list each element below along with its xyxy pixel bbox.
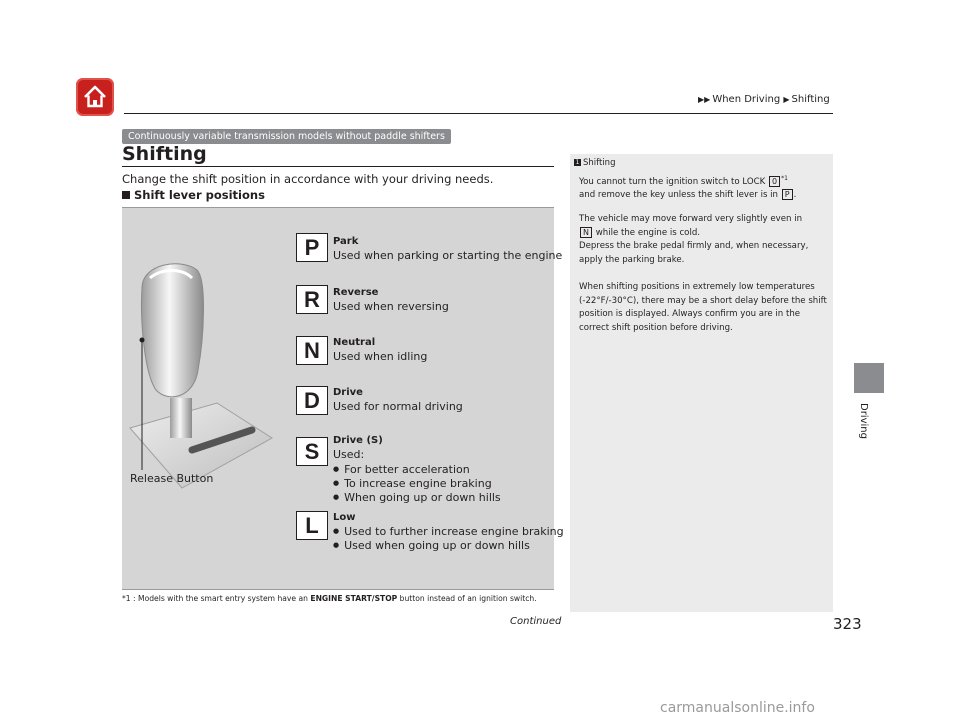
footnote bbox=[122, 594, 537, 603]
continued-label: Continued bbox=[510, 616, 562, 627]
position-s-line-2: ● For better acceleration bbox=[333, 462, 470, 477]
position-p-title: Park bbox=[333, 236, 359, 247]
page-title: Shifting bbox=[122, 143, 207, 165]
note-text: Depress the brake pedal firmly and, when necessary, apply the parking brake. bbox=[579, 241, 809, 265]
footnote-bold: ENGINE START/STOP bbox=[310, 594, 398, 603]
position-p-desc: Used when parking or starting the engine bbox=[333, 249, 563, 262]
breadcrumb-arrow-icon: ▶▶ bbox=[698, 95, 711, 104]
position-l-glyph: L bbox=[296, 511, 328, 540]
home-button[interactable] bbox=[76, 78, 114, 116]
note-text: You cannot turn the ignition switch to LOCK bbox=[579, 176, 769, 187]
position-d-glyph: D bbox=[296, 386, 328, 415]
neutral-key-glyph: N bbox=[580, 227, 592, 238]
note-paragraph-2 bbox=[579, 213, 829, 267]
position-n-desc: Used when idling bbox=[333, 350, 428, 363]
position-p-glyph: P bbox=[296, 233, 328, 262]
note-title: Shifting bbox=[583, 158, 616, 168]
subheading-text: Shift lever positions bbox=[134, 188, 265, 202]
position-s-title: Drive (S) bbox=[333, 435, 383, 446]
position-n-title: Neutral bbox=[333, 337, 376, 348]
note-paragraph-1 bbox=[579, 172, 829, 203]
chapter-label: Driving bbox=[858, 403, 869, 439]
position-s-glyph: S bbox=[296, 437, 328, 466]
page-number: 323 bbox=[833, 615, 862, 633]
position-l-title: Low bbox=[333, 512, 356, 523]
position-d-desc: Used for normal driving bbox=[333, 400, 463, 413]
note-paragraph-3: When shifting positions in extremely low temperatures (-22°F/-30°C), there may be a short delay before the shift position is displayed. Always confirm you are in the correct shift position before driving. bbox=[579, 282, 827, 333]
breadcrumb-item-shifting[interactable]: Shifting bbox=[791, 94, 830, 105]
position-s-line-3: ● To increase engine braking bbox=[333, 476, 492, 491]
position-l-line-2: ● Used when going up or down hills bbox=[333, 538, 530, 553]
position-r-glyph: R bbox=[296, 285, 328, 314]
position-s-line-1: Used: bbox=[333, 448, 365, 461]
note-text: and remove the key unless the shift lever is in bbox=[579, 190, 781, 201]
note-text: The vehicle may move forward very slightly even in bbox=[579, 214, 803, 224]
note-text: while the engine is cold. bbox=[592, 227, 701, 238]
shift-lever-illustration bbox=[122, 258, 282, 548]
chapter-tab[interactable] bbox=[854, 363, 884, 393]
lock-key-glyph: 0 bbox=[769, 176, 780, 187]
release-button-label: Release Button bbox=[130, 472, 214, 485]
position-d-title: Drive bbox=[333, 387, 363, 398]
position-r-title: Reverse bbox=[333, 287, 379, 298]
title-divider bbox=[122, 166, 554, 167]
note-marker-icon: 1 bbox=[575, 159, 580, 166]
position-r-desc: Used when reversing bbox=[333, 300, 449, 313]
breadcrumb bbox=[698, 94, 830, 105]
position-s-line-4: ● When going up or down hills bbox=[333, 490, 501, 505]
park-key-glyph: P bbox=[782, 189, 793, 200]
footnote-ref: *1 bbox=[781, 175, 788, 182]
watermark: carmanualsonline.info bbox=[660, 700, 815, 716]
position-n-glyph: N bbox=[296, 336, 328, 365]
shift-lever-figure bbox=[122, 207, 564, 590]
note-text: . bbox=[793, 190, 797, 201]
square-bullet-icon bbox=[122, 191, 130, 199]
position-l-line-1: ● Used to further increase engine braking bbox=[333, 524, 564, 539]
header-divider bbox=[124, 113, 833, 114]
note-heading bbox=[574, 158, 615, 168]
breadcrumb-arrow-icon: ▶ bbox=[783, 95, 790, 104]
intro-text: Change the shift position in accordance with your driving needs. bbox=[122, 172, 494, 186]
breadcrumb-item-when-driving[interactable]: When Driving bbox=[712, 94, 781, 105]
subheading bbox=[122, 188, 265, 202]
footnote-text: *1 : Models with the smart entry system have an bbox=[122, 594, 311, 603]
home-icon bbox=[81, 83, 109, 111]
section-tag: Continuously variable transmission models without paddle shifters bbox=[122, 129, 451, 144]
footnote-text-end: button instead of an ignition switch. bbox=[397, 594, 537, 603]
